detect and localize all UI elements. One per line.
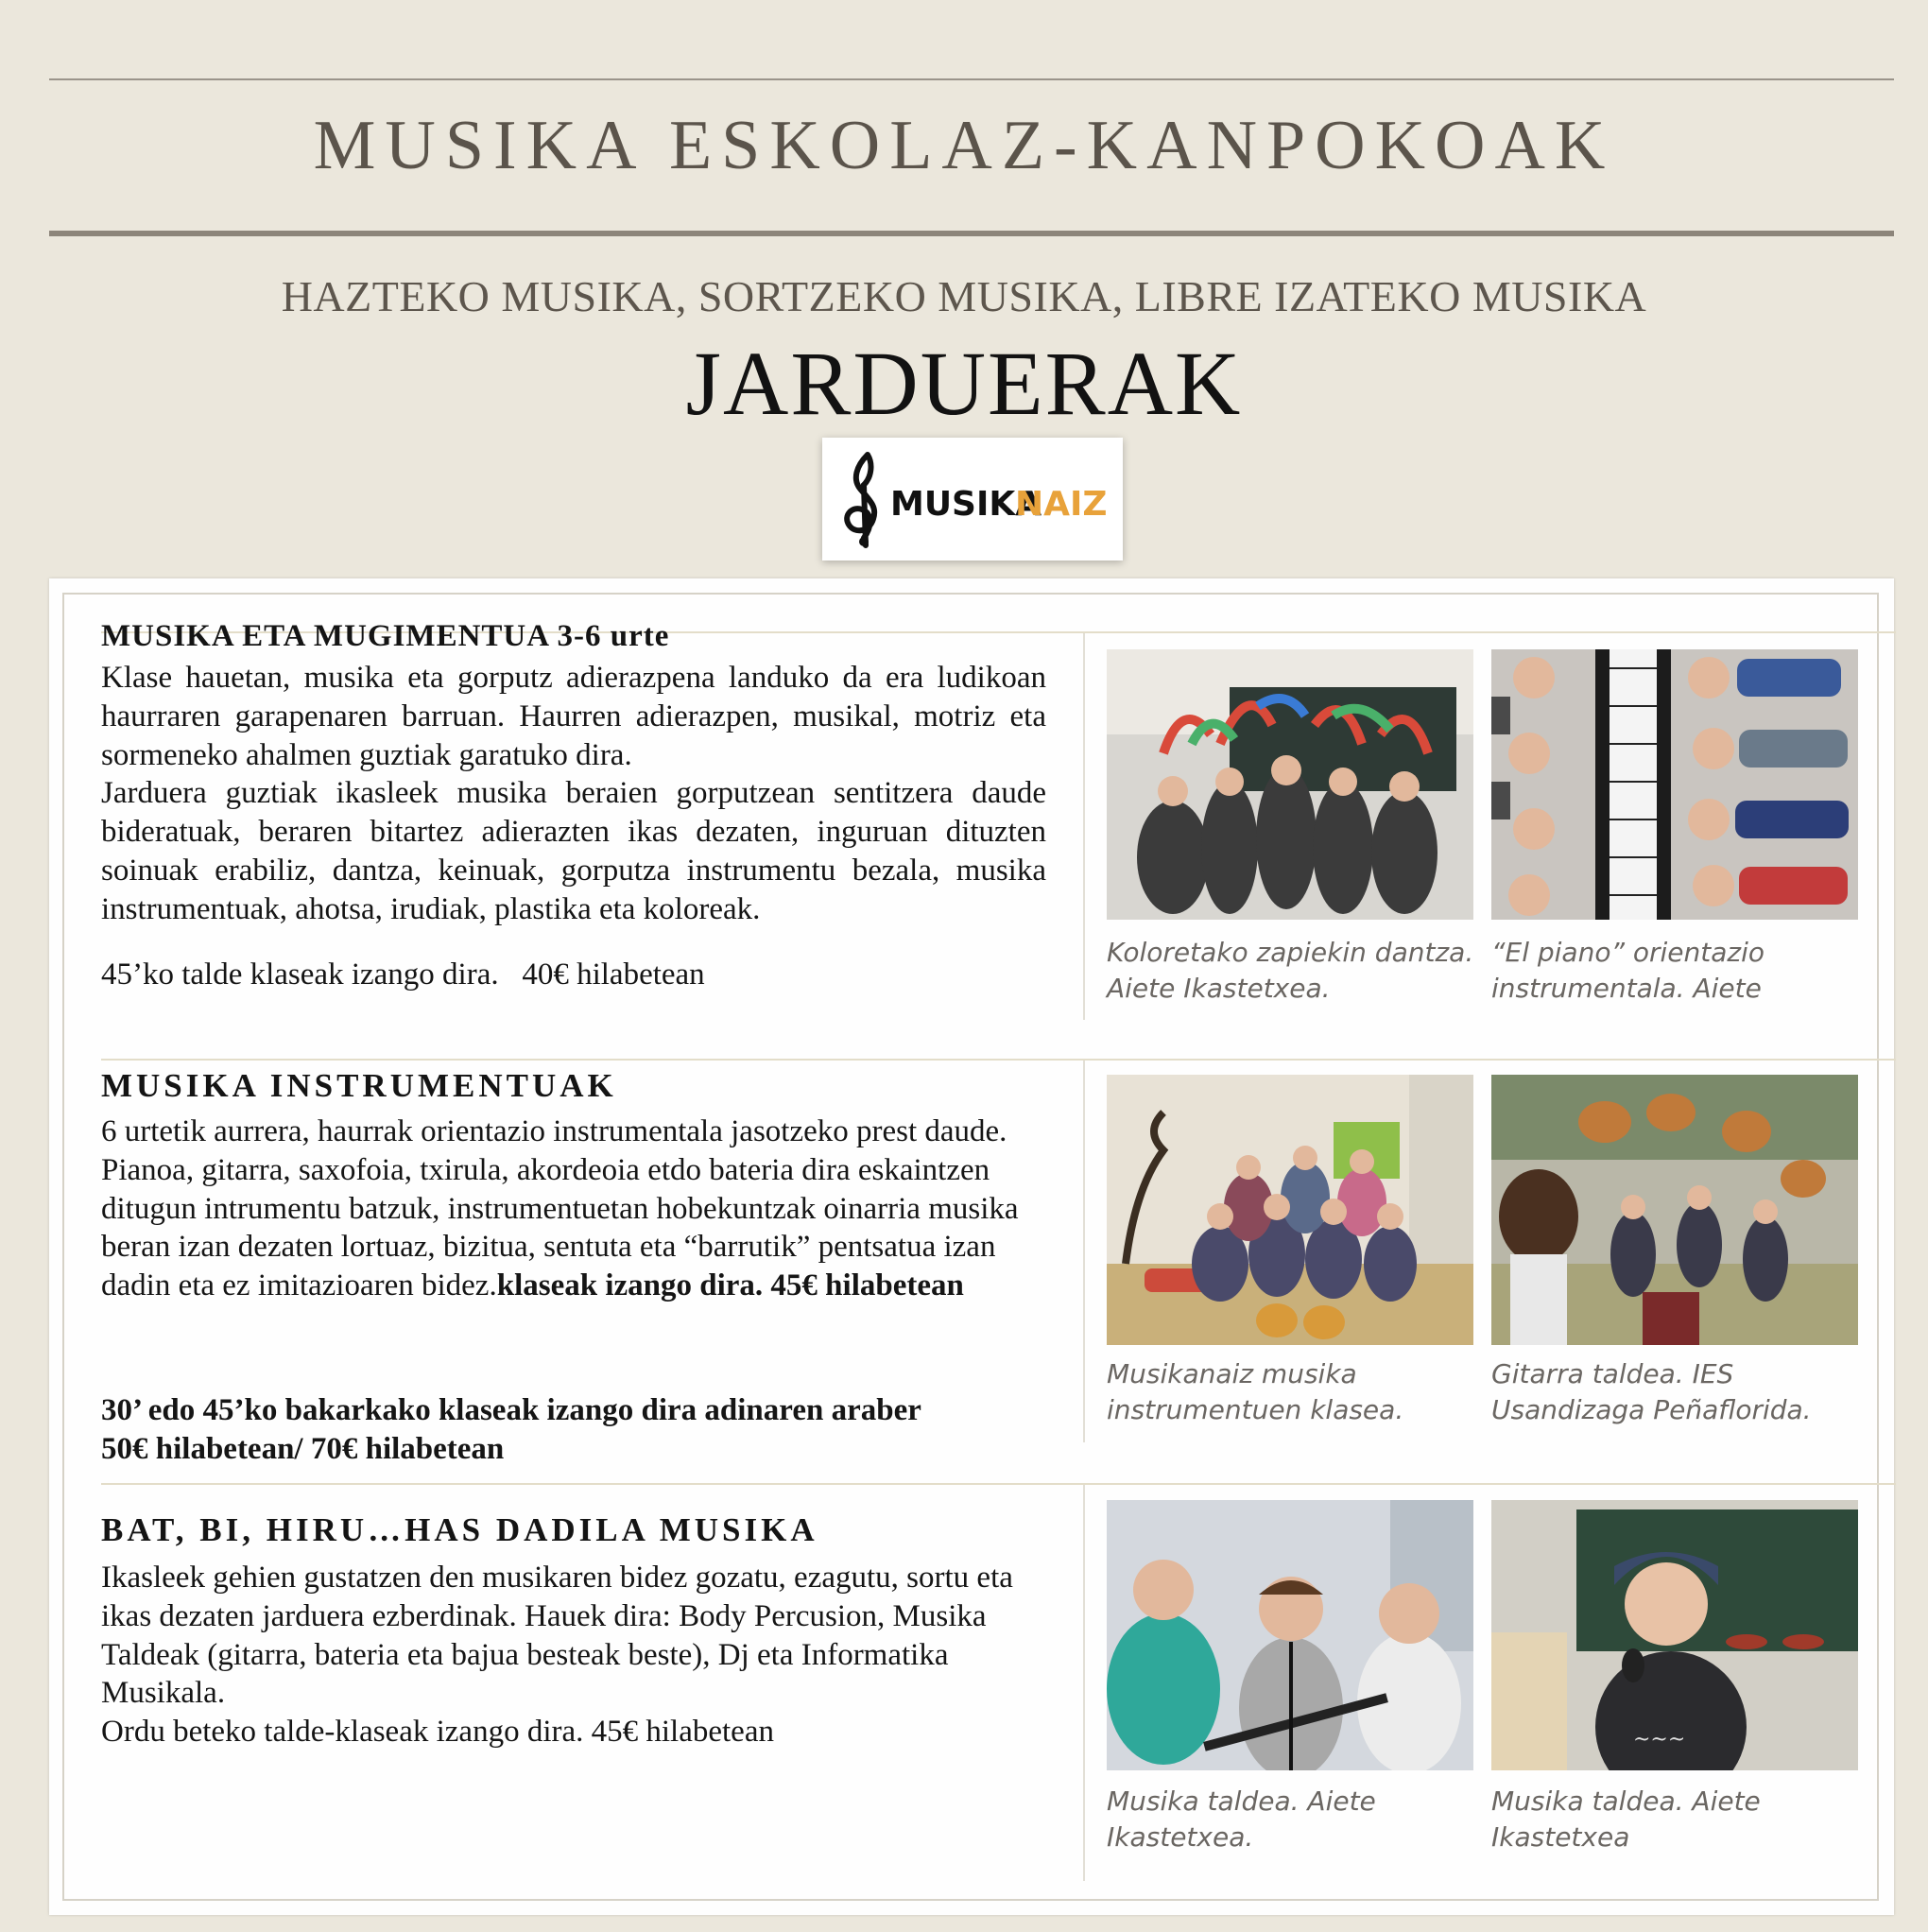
photo-caption: Musika taldea. Aiete Ikastetxea. <box>1107 1785 1376 1853</box>
section-title-mugimentua: MUSIKA ETA MUGIMENTUA 3-6 urte <box>101 619 670 653</box>
photo-piano-orientation <box>1491 649 1858 920</box>
photo-caption: Musika taldea. Aiete Ikastetxea <box>1491 1785 1761 1853</box>
paragraph: Klase hauetan, musika eta gorputz adierazpena landuko da era ludikoan haurraren garapenaren barruan. Haurren adierazpen, musikal, motriz eta sormeneko ahalmen guztiak garatuko dira. <box>101 661 1046 772</box>
photo-music-band-2 <box>1491 1500 1858 1770</box>
musikanaiz-logo[interactable] <box>822 438 1123 561</box>
column-separator <box>1083 1061 1085 1442</box>
site-title: MUSIKA ESKOLAZ-KANPOKOAK <box>313 107 1615 184</box>
treble-clef-logo-icon <box>835 447 1110 551</box>
header-top-rule <box>49 78 1894 80</box>
paragraph-bold: klaseak izango dira. 45€ hilabetean <box>496 1268 964 1303</box>
activities-frame <box>62 593 1879 1901</box>
price-line: 45’ko talde klaseak izango dira. 40€ hilabetean <box>101 957 705 992</box>
column-separator <box>1083 1485 1085 1881</box>
logo-text-orange: NAIZ <box>1015 485 1108 524</box>
price-line: Ordu beteko talde-klaseak izango dira. 45€ hilabetean <box>101 1715 774 1749</box>
paragraph: Jarduera guztiak ikasleek musika beraien gorputzean sentitzera daude bideratuak, beraren bitartez adierazten ikas dezaten, inguruan dituzten soinuak erabiliz, dantza, keinuak, gorputza instrumentu bezala, musika instrumentuak, ahotsa, irudiak, plastika eta koloreak. <box>101 776 1046 926</box>
photo-caption: Musikanaiz musika instrumentuen klasea. <box>1107 1358 1404 1425</box>
activities-panel <box>49 578 1894 1915</box>
individual-classes-price: 50€ hilabetean/ 70€ hilabetean <box>101 1431 505 1466</box>
section-text-mugimentua <box>101 659 1046 929</box>
photo-music-band-1 <box>1107 1500 1473 1770</box>
photo-scene <box>1491 649 1858 920</box>
photo-scene <box>1107 649 1473 920</box>
section-text-instrumentuak <box>101 1113 1056 1305</box>
logo-text-black: MUSIKA <box>890 485 1042 524</box>
svg-text:~~~: ~~~ <box>1633 1728 1686 1751</box>
section-separator <box>101 1483 1896 1485</box>
individual-classes-line: 30’ edo 45’ko bakarkako klaseak izango dira adinaren araber <box>101 1393 921 1427</box>
individual-classes-info <box>101 1391 1046 1469</box>
photo-colored-scarves-dance <box>1107 649 1473 920</box>
tagline: HAZTEKO MUSIKA, SORTZEKO MUSIKA, LIBRE IZATEKO MUSIKA <box>281 272 1647 320</box>
photo-guitar-group <box>1491 1075 1858 1345</box>
section-separator <box>101 1059 1896 1061</box>
section-title-instrumentuak: MUSIKA INSTRUMENTUAK <box>101 1067 617 1104</box>
header-bottom-rule <box>49 231 1894 236</box>
photo-scene <box>1491 1075 1858 1345</box>
page-heading: JARDUERAK <box>685 333 1243 434</box>
column-separator <box>1083 633 1085 1020</box>
photo-caption: Koloretako zapiekin dantza. Aiete Ikastetxea. <box>1107 937 1474 1004</box>
photo-scene <box>1107 1500 1473 1770</box>
photo-caption: “El piano” orientazio instrumentala. Aiete <box>1491 937 1765 1004</box>
section-text-bat-bi-hiru: Ikasleek gehien gustatzen den musikaren bidez gozatu, ezagutu, sortu eta ikas dezaten jarduera ezberdinak. Hauek dira: Body Percusion, Musika Taldeak (gitarra, bateria eta bajua besteak beste), Dj eta Informatika Musikala. <box>101 1561 1013 1711</box>
paragraph: 6 urtetik aurrera, haurrak orientazio instrumentala jasotzeko prest daude. Pianoa, gitarra, saxofoia, txirula, akordeoia etdo bateria dira eskaintzen ditugun intrumentu batzuk, instrumentuetan hobekuntzak oinarria musika beran izan dezaten lortuaz, bizitua, sentuta eta “barrutik” pentsatua izan dadin eta ez imitazioaren bidez. <box>101 1114 1019 1303</box>
photo-scene <box>1107 1075 1473 1345</box>
section-title-bat-bi-hiru: BAT, BI, HIRU…HAS DADILA MUSIKA <box>101 1511 818 1548</box>
photo-instrument-class <box>1107 1075 1473 1345</box>
photo-caption: Gitarra taldea. IES Usandizaga Peñaflorida. <box>1491 1358 1812 1425</box>
photo-scene <box>1491 1500 1858 1770</box>
